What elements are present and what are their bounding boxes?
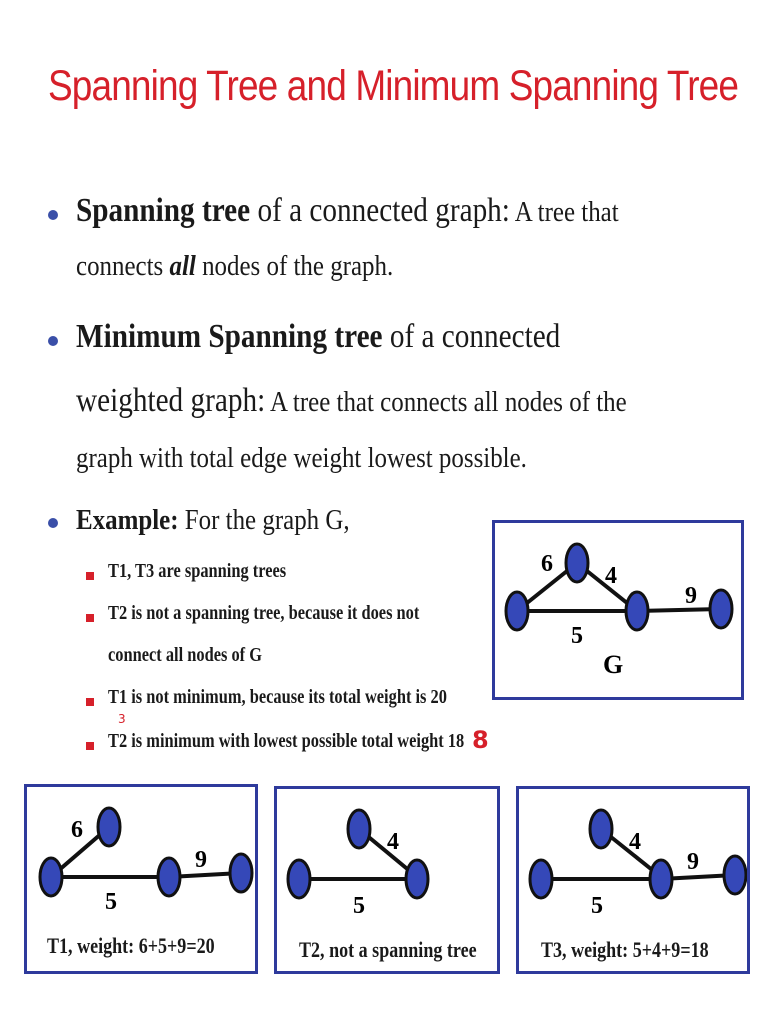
edge-weight-label: 5 [353,893,365,919]
bullet-2-line2-a: weighted graph: [76,382,266,419]
graph-node [710,590,732,628]
bullet-2-bold: Minimum Spanning tree [76,318,383,355]
tree-t3-caption: T3, weight: 5+4+9=18 [541,937,709,962]
bullet-2-text: of a connected [382,318,561,355]
handwritten-correction-3: 3 [118,712,126,726]
sub-bullet-square [86,742,94,750]
edge-weight-label: 9 [685,583,697,609]
graph-g-panel [492,520,744,700]
bullet-dot [48,210,58,220]
graph-g-svg [495,523,741,697]
sub-bullet-1: T1, T3 are spanning trees [108,560,287,582]
sub-bullet-3: T1 is not minimum, because its total weight is 20 [108,686,447,708]
sub-bullet-square [86,614,94,622]
graph-node [288,860,310,898]
bullet-1-text: of a connected graph: [250,192,510,229]
tree-t1-panel [24,784,258,974]
bullet-1-line2-a: connects [76,250,170,282]
slide-title: Spanning Tree and Minimum Spanning Tree [48,62,739,110]
graph-node [406,860,428,898]
graph-node [230,854,252,892]
bullet-2-line2-small: A tree that connects all nodes of the [265,386,627,418]
tree-t3-panel [516,786,750,974]
sub-bullet-square [86,572,94,580]
graph-node [626,592,648,630]
graph-node [506,592,528,630]
edge-weight-label: 9 [687,849,699,875]
sub-bullet-square [86,698,94,706]
graph-node [530,860,552,898]
sub-bullet-2-cont: connect all nodes of G [108,644,262,666]
edge-weight-label: 4 [605,563,617,589]
tree-t1-caption: T1, weight: 6+5+9=20 [47,933,215,958]
bullet-1-line2-b: nodes of the graph. [195,250,394,282]
edge-weight-label: 6 [71,817,83,843]
edge-weight-label: 5 [105,889,117,915]
bullet-3-text: For the graph G, [178,504,350,536]
sub-bullet-2: T2 is not a spanning tree, because it does not [108,602,420,624]
edge-weight-label: 5 [591,893,603,919]
graph-node [650,860,672,898]
bullet-1-emphasis: all [169,250,196,282]
bullet-dot [48,518,58,528]
tree-t2-caption: T2, not a spanning tree [299,937,477,962]
graph-node [40,858,62,896]
edge-weight-label: 5 [571,623,583,649]
graph-node [590,810,612,848]
tree-t2-panel [274,786,500,974]
graph-node [98,808,120,846]
sub-bullet-4: T2 is minimum with lowest possible total weight 18 [108,730,465,752]
graph-node [348,810,370,848]
bullet-1-bold: Spanning tree [76,192,251,229]
graph-node [566,544,588,582]
graph-g-label: G [603,650,624,679]
bullet-1-line-2 [76,250,393,283]
bullet-2-line-3: graph with total edge weight lowest possible. [76,442,527,474]
edge-weight-label: 9 [195,847,207,873]
edge-weight-label: 4 [387,829,399,855]
bullet-3-line-1 [76,504,350,537]
bullet-2-line-1 [76,318,560,356]
bullet-dot [48,336,58,346]
bullet-3-bold: Example: [76,504,179,536]
handwritten-correction-8: 8 [472,726,489,754]
edge-weight-label: 6 [541,551,553,577]
bullet-2-line-2 [76,382,627,420]
graph-node [158,858,180,896]
edge-weight-label: 4 [629,829,641,855]
edge [637,609,721,611]
bullet-1-line-1 [76,192,619,230]
bullet-1-small: A tree that [509,196,619,228]
graph-node [724,856,746,894]
